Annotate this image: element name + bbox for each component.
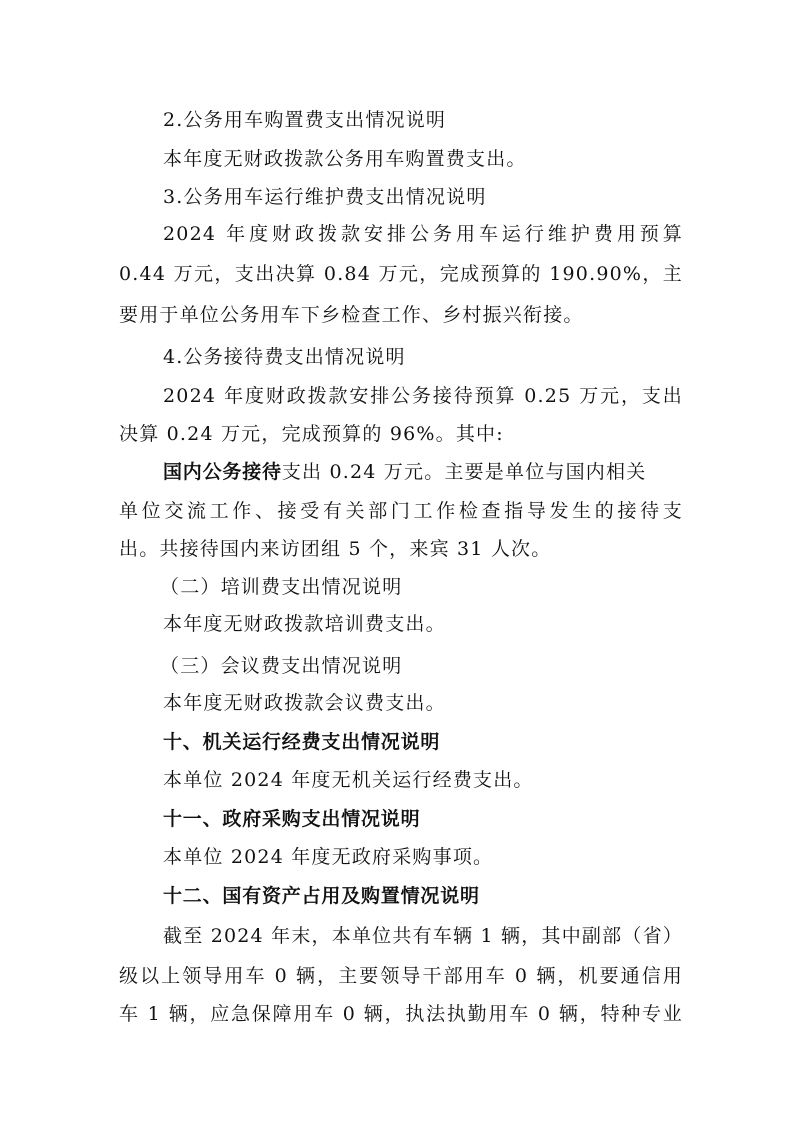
paragraph-assets-line-1: 截至 2024 年末，本单位共有车辆 1 辆，其中副部（省）: [163, 925, 683, 947]
subsection-heading-car-purchase: 2.公务用车购置费支出情况说明: [163, 109, 447, 131]
subsection-heading-meeting: （三）会议费支出情况说明: [160, 655, 403, 677]
paragraph-assets-line-3: 车 1 辆，应急保障用车 0 辆，执法执勤用车 0 辆，特种专业: [119, 1003, 683, 1025]
paragraph-car-purchase: 本年度无财政拨款公务用车购置费支出。: [163, 148, 527, 170]
paragraph-procurement: 本单位 2024 年度无政府采购事项。: [163, 846, 494, 868]
paragraph-operation: 本单位 2024 年度无机关运行经费支出。: [163, 769, 534, 791]
section-heading-assets: 十二、国有资产占用及购置情况说明: [163, 885, 480, 907]
paragraph-meeting: 本年度无财政拨款会议费支出。: [163, 692, 446, 714]
paragraph-car-maintenance-line-1: 2024 年度财政拨款安排公务用车运行维护费用预算: [163, 223, 683, 245]
paragraph-training: 本年度无财政拨款培训费支出。: [163, 613, 446, 635]
subsection-heading-training: （二）培训费支出情况说明: [160, 576, 403, 598]
subsection-heading-car-maintenance: 3.公务用车运行维护费支出情况说明: [163, 186, 487, 208]
paragraph-car-maintenance-line-2: 0.44 万元，支出决算 0.84 万元，完成预算的 190.90%，主: [119, 263, 683, 285]
domestic-reception-term: 国内公务接待: [163, 461, 282, 483]
paragraph-domestic-reception-line-3: 出。共接待国内来访团组 5 个，来宾 31 人次。: [119, 538, 552, 560]
paragraph-car-maintenance-line-3: 要用于单位公务用车下乡检查工作、乡村振兴衔接。: [119, 304, 584, 326]
section-heading-procurement: 十一、政府采购支出情况说明: [163, 808, 421, 830]
domestic-reception-text: 支出 0.24 万元。主要是单位与国内相关: [281, 461, 647, 483]
subsection-heading-reception: 4.公务接待费支出情况说明: [163, 346, 406, 368]
paragraph-reception-line-2: 决算 0.24 万元，完成预算的 96%。其中:: [119, 423, 504, 445]
paragraph-domestic-reception-line-2: 单位交流工作、接受有关部门工作检查指导发生的接待支: [119, 500, 683, 522]
paragraph-assets-line-2: 级以上领导用车 0 辆，主要领导干部用车 0 辆，机要通信用: [119, 965, 683, 987]
paragraph-reception-line-1: 2024 年度财政拨款安排公务接待预算 0.25 万元，支出: [163, 385, 683, 407]
section-heading-operation: 十、机关运行经费支出情况说明: [163, 731, 441, 753]
paragraph-domestic-reception-line-1: [163, 459, 683, 485]
